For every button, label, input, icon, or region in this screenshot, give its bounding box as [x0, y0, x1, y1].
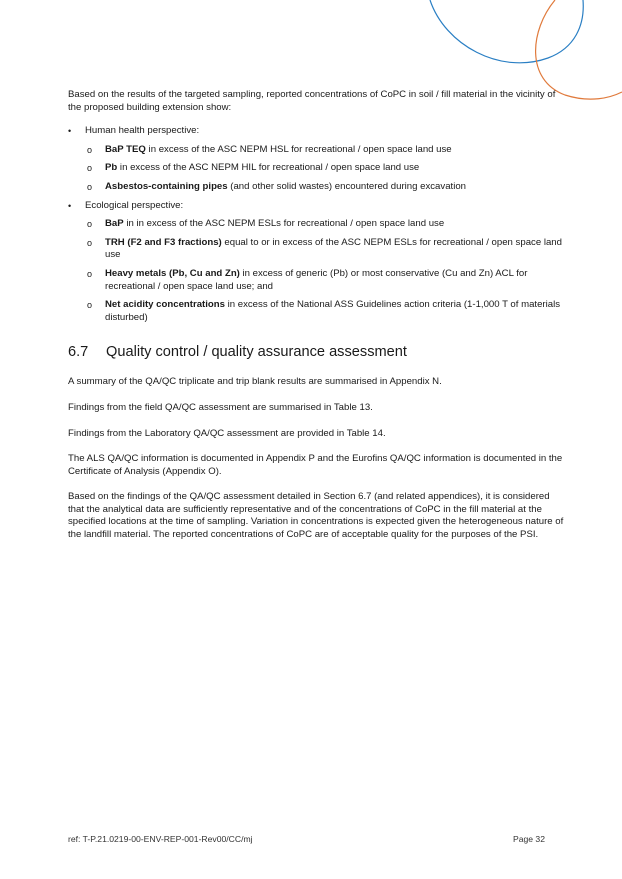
circle-bullet-icon: o — [87, 268, 93, 279]
page-content — [68, 89, 564, 555]
list-item: o BaP in in excess of the ASC NEPM ESLs for recreational / open space land use — [87, 218, 445, 230]
circle-bullet-icon: o — [87, 163, 93, 174]
bullet-icon: • — [68, 200, 72, 211]
finding-human-health — [68, 125, 564, 193]
paragraph-appendix-n: A summary of the QA/QC triplicate and trip blank results are summarised in Appendix N. — [68, 376, 442, 388]
intro-paragraph: Based on the results of the targeted sampling, reported concentrations of CoPC in soil / fill material in the vicinity of the proposed building extension show: — [68, 89, 556, 113]
list-item: o BaP TEQ in excess of the ASC NEPM HSL for recreational / open space land use — [87, 143, 452, 155]
list-item: o TRH (F2 and F3 fractions) equal to or in excess of the ASC NEPM ESLs for recreational / open space land use — [87, 236, 562, 261]
paragraph-als-eurofins: The ALS QA/QC information is documented in Appendix P and the Eurofins QA/QC information is documented in the Certificate of Analysis (Appendix O). — [68, 453, 563, 477]
list-item: o Pb in excess of the ASC NEPM HIL for recreational / open space land use — [87, 162, 420, 174]
paragraph-field-qaqc: Findings from the field QA/QC assessment are summarised in Table 13. — [68, 401, 373, 413]
list-item: o Asbestos-containing pipes (and other solid wastes) encountered during excavation — [87, 180, 466, 192]
circle-bullet-icon: o — [87, 144, 93, 155]
circle-bullet-icon: o — [87, 219, 93, 230]
paragraph-conclusion: Based on the findings of the QA/QC assessment detailed in Section 6.7 (and related appendices), it is considered that the analytical data are sufficiently representative and of the concentrations of CoPC in the fill material at the specified locations at the time of sampling. Variation in concentrations is expected given the heterogeneous nature of the landfill material. The reported concentrations of CoPC are of acceptable quality for the purposes of the PSI. — [68, 491, 564, 541]
finding-heading: Ecological perspective: — [85, 199, 184, 211]
list-item: o Heavy metals (Pb, Cu and Zn) in excess of generic (Pb) or most conservative (Cu and Zn) ACL for recreational / open space land use; and — [87, 267, 528, 292]
circle-bullet-icon: o — [87, 300, 93, 311]
circle-bullet-icon: o — [87, 237, 93, 248]
list-item: o Net acidity concentrations in excess of the National ASS Guidelines action criteria (1-1,000 T of materials disturbed) — [87, 299, 561, 323]
ecological-sublist — [85, 218, 564, 324]
section-number: 6.7 — [68, 344, 89, 361]
page-number: Page 32 — [512, 834, 545, 844]
paragraph-lab-qaqc: Findings from the Laboratory QA/QC assessment are provided in Table 14. — [68, 427, 386, 439]
finding-heading: Human health perspective: — [85, 125, 200, 137]
circle-bullet-icon: o — [87, 181, 93, 192]
document-reference: ref: T-P.21.0219-00-ENV-REP-001-Rev00/CC/mj — [68, 834, 253, 844]
section-title: Quality control / quality assurance assessment — [106, 344, 407, 361]
findings-list — [68, 125, 564, 324]
blue-arc — [430, 0, 583, 63]
section-heading — [68, 343, 564, 361]
page-footer — [68, 834, 545, 844]
orange-arc — [536, 0, 622, 99]
bullet-icon: • — [68, 126, 72, 137]
human-health-sublist — [85, 144, 564, 194]
finding-ecological — [68, 200, 564, 325]
